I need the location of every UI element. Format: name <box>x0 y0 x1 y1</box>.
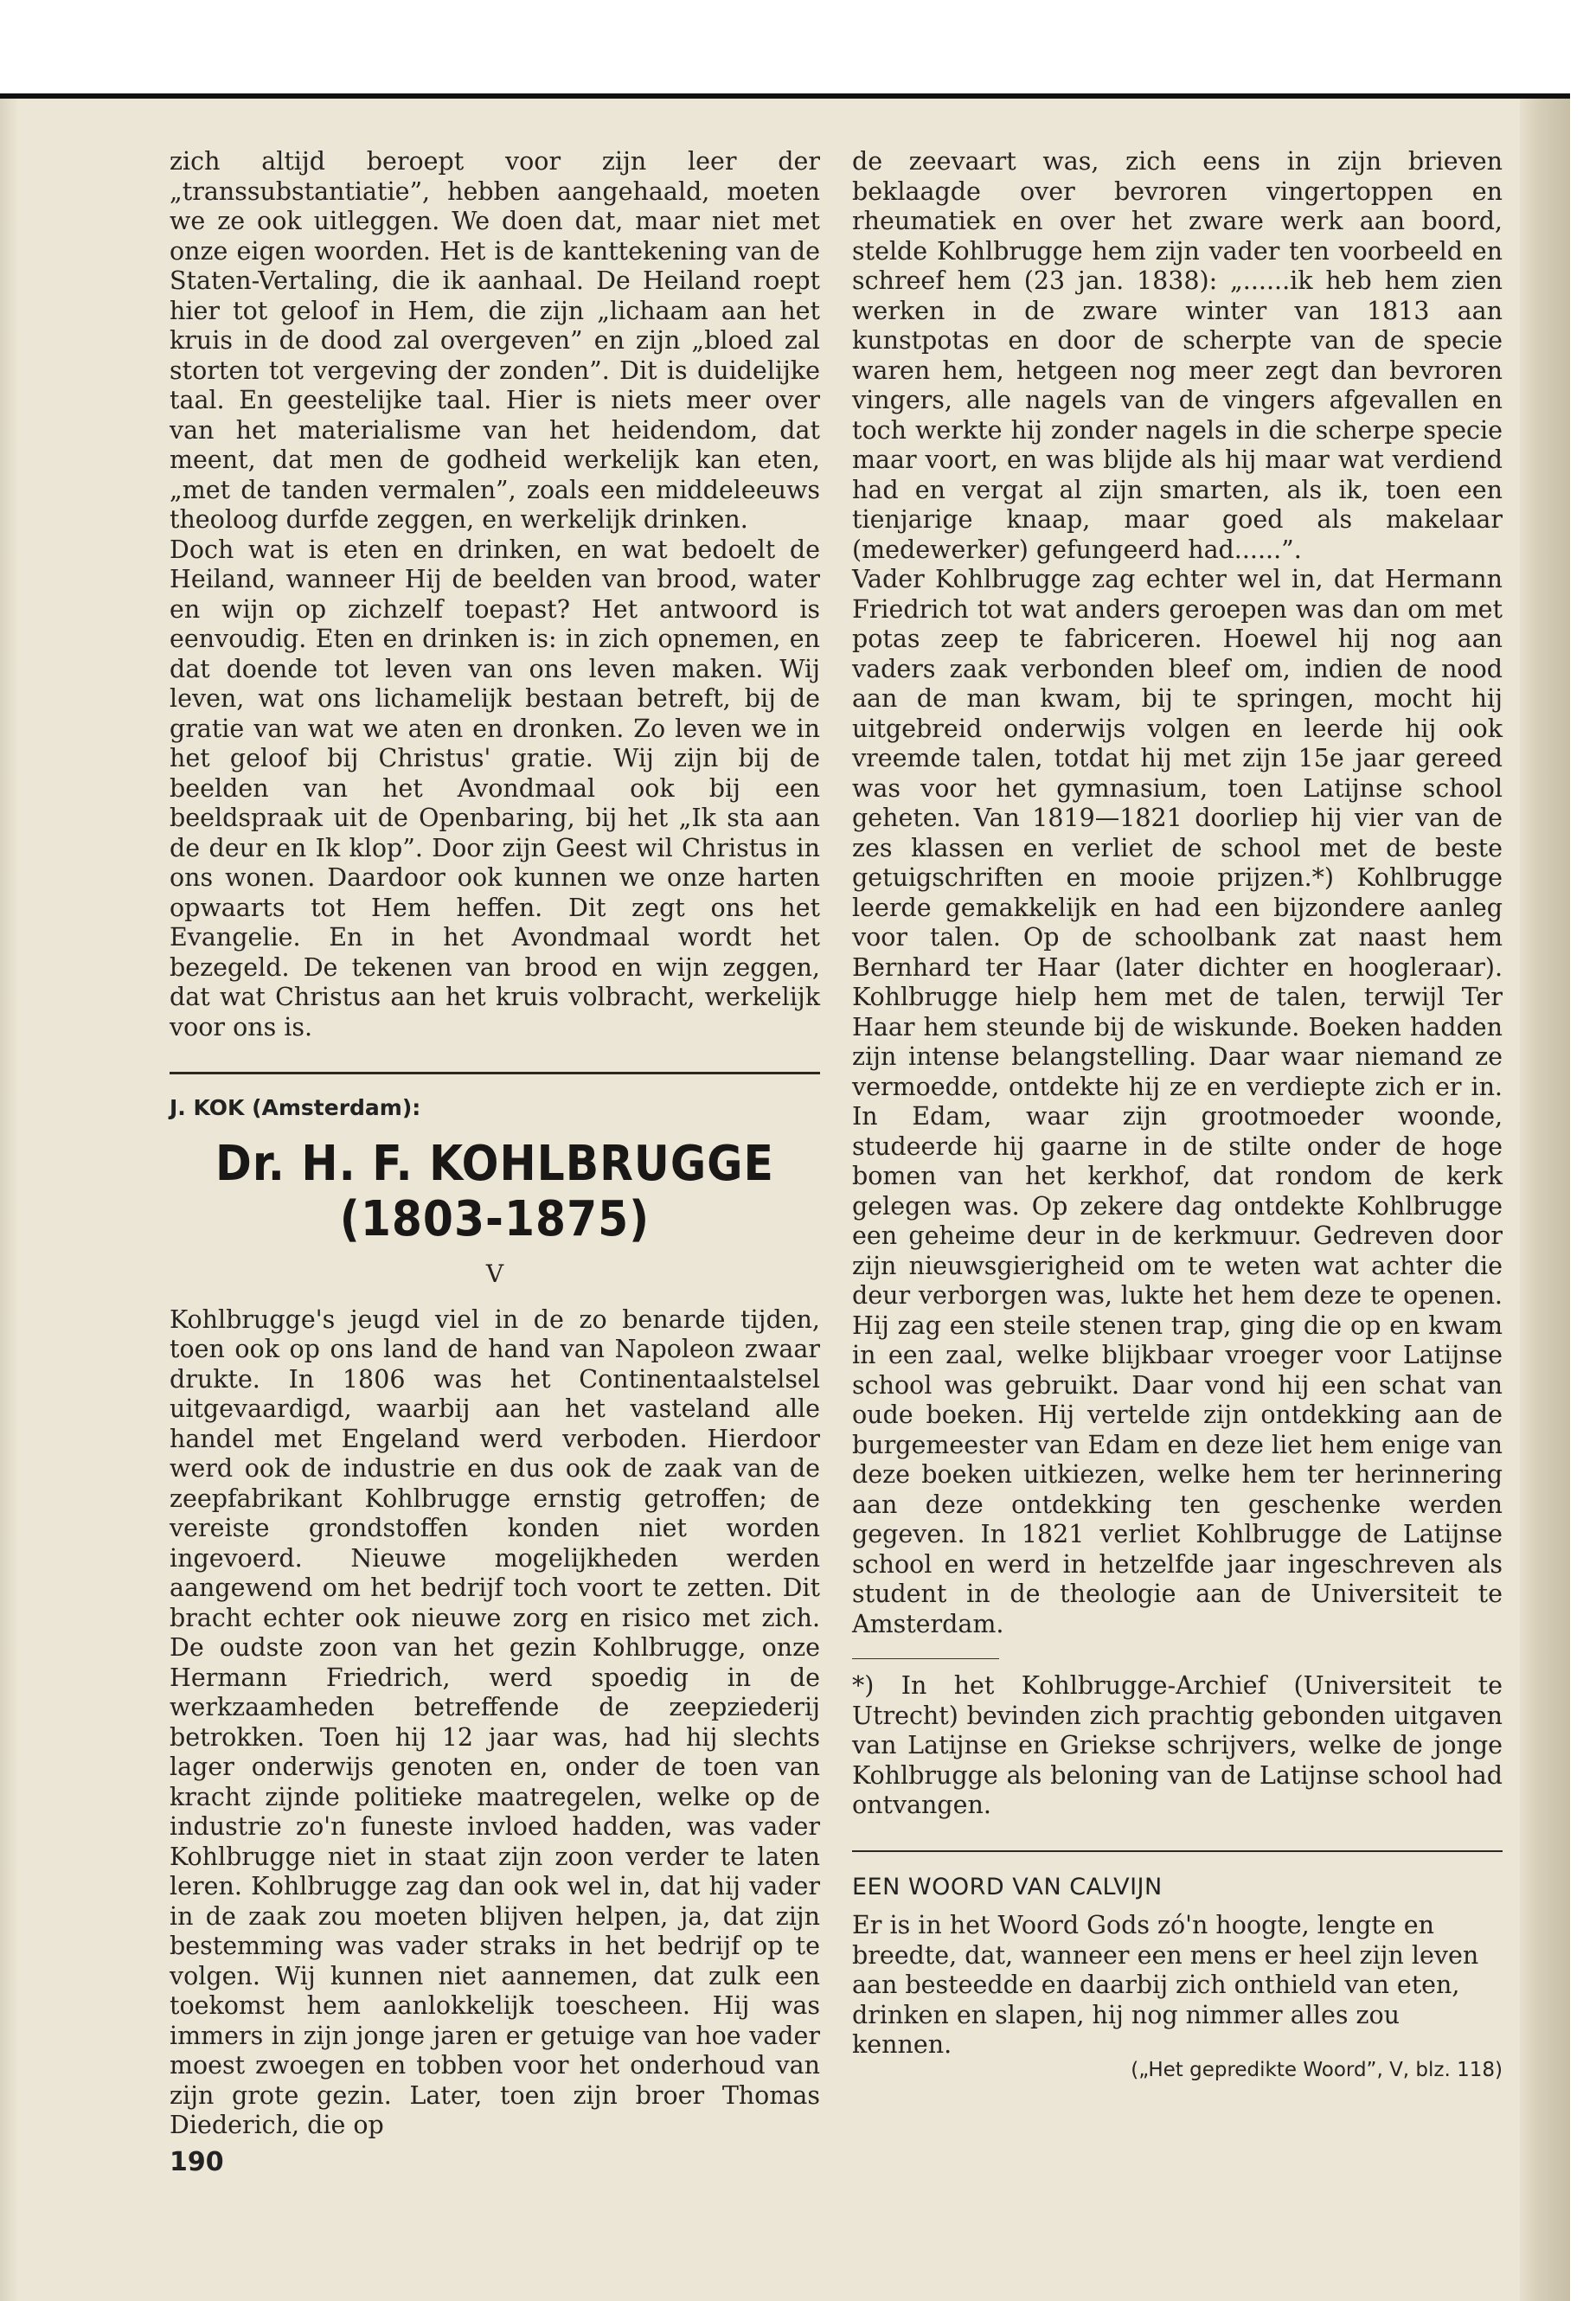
article-part-number: V <box>485 1259 504 1288</box>
section-divider <box>852 1850 1503 1852</box>
paragraph: Vader Kohlbrugge zag echter wel in, dat Hermann Friedrich tot wat anders geroepen was dan om met potas zeep te fabriceren. Hoewel hij nog aan vaders zaak verbonden bleef om, indien de nood aan de man kwam, bij te springen, mocht hij uitgebreid onderwijs volgen en leerde hij ook vreemde talen, totdat hij met zijn 15e jaar gereed was voor het gymnasium, toen Latijnse school geheten. Van 1819—1821 doorliep hij vier van de zes klassen en verliet de school met de beste getuigschriften en mooie prijzen.*) Kohlbrugge leerde gemakkelijk en had een bijzondere aanleg voor talen. Op de schoolbank zat naast hem Bernhard ter Haar (later dichter en hoogleraar). Kohlbrugge hielp hem met de talen, terwijl Ter Haar hem steunde bij de wiskunde. Boeken hadden zijn intense belangstelling. Daar waar niemand ze vermoedde, ontdekte hij ze en verdiepte zich er in. In Edam, waar zijn grootmoeder woonde, studeerde hij gaarne in de stilte onder de hoge bomen van het kerkhof, dat rondom de kerk gelegen was. Op zekere dag ontdekte Kohlbrugge een geheime deur in de kerkmuur. Gedreven door zijn nieuwsgierigheid om te weten wat achter die deur verborgen was, lukte het hem deze te openen. Hij zag een steile stenen trap, ging die op en kwam in een zaal, welke blijkbaar vroeger voor Latijnse school was gebruikt. Daar vond hij een schat van oude boeken. Hij vertelde zijn ontdekking aan de burgemeester van Edam en deze liet hem enige van deze boeken uitkiezen, welke hem ter herinnering aan deze ontdekking ten geschenke werden gegeven. In 1821 verliet Kohlbrugge de Latijnse school en werd in hetzelfde jaar ingeschreven als student in de theologie aan de Universiteit te Amsterdam. <box>852 565 1503 1638</box>
paragraph: de zeevaart was, zich eens in zijn brieven beklaagde over bevroren vingertoppen en rheumatiek en over het zware werk aan boord, stelde Kohlbrugge hem zijn vader ten voorbeeld en schreef hem (23 jan. 1838): „......ik heb hem zien werken in de zware winter van 1813 aan kunstpotas en door de scherpte van de specie waren hem, hetgeen nog meer zegt dan bevroren vingers, alle nagels van de vingers afgevallen en toch werkte hij zonder nagels in die scherpe specie maar voort, en was blijde als hij maar wat verdiend had en vergat al zijn smarten, als ik, toen een tienjarige knaap, maar goed als makelaar (medewerker) gefungeerd had......”. <box>852 147 1503 564</box>
paragraph: zich altijd beroept voor zijn leer der „transsubstantiatie”, hebben aangehaald, moeten we ze ook uitleggen. We doen dat, maar niet met onze eigen woorden. Het is de kanttekening van de Staten-Vertaling, die ik aanhaal. De Heiland roept hier tot geloof in Hem, die zijn „lichaam aan het kruis in de dood zal overgeven” en zijn „bloed zal storten tot vergeving der zonden”. Dit is duidelijke taal. En geestelijke taal. Hier is niets meer over van het materialisme van het heidendom, dat meent, dat men de godheid werkelijk kan eten, „met de tanden vermalen”, zoals een middeleeuws theoloog durfde zeggen, en werkelijk drinken. <box>170 147 820 534</box>
book-spine <box>1520 99 1570 2301</box>
paragraph: Doch wat is eten en drinken, en wat bedoelt de Heiland, wanneer Hij de beelden van brood, water en wijn op zichzelf toepast? Het antwoord is eenvoudig. Eten en drinken is: in zich opnemen, en dat doende tot leven van ons leven maken. Wij leven, wat ons lichamelijk bestaan betreft, bij de gratie van wat we aten en dronken. Zo leven we in het geloof bij Christus' gratie. Wij zijn bij de beelden van het Avondmaal ook bij een beeldspraak uit de Openbaring, bij het „Ik sta aan de deur en Ik klop”. Door zijn Geest wil Christus in ons wonen. Daardoor ook kunnen we onze harten opwaarts tot Hem heffen. Dit zegt ons het Evangelie. En in het Avondmaal wordt het bezegeld. De tekenen van brood en wijn zeggen, dat wat Christus aan het kruis volbracht, werkelijk voor ons is. <box>170 535 820 1042</box>
footnote-separator <box>852 1658 999 1659</box>
page-number: 190 <box>170 2146 224 2177</box>
section-divider <box>170 1072 820 1074</box>
article-author: J. KOK (Amsterdam): <box>170 1095 421 1120</box>
footnote: *) In het Kohlbrugge-Archief (Universiteit te Utrecht) bevinden zich prachtig gebonden uitgaven van Latijnse en Griekse schrijvers, welke de jonge Kohlbrugge als beloning van de Latijnse school had ontvangen. <box>852 1671 1503 1819</box>
article-title: Dr. H. F. KOHLBRUGGE (1803-1875) <box>215 1136 774 1247</box>
scanned-page <box>0 93 1570 2301</box>
calvin-quote-text: Er is in het Woord Gods zó'n hoogte, lengte en breedte, dat, wanneer een mens er heel zijn leven aan besteedde en daarbij zich onthield van eten, drinken en slapen, hij nog nimmer alles zou kennen. <box>852 1911 1479 2059</box>
calvin-quote-source: („Het gepredikte Woord”, V, blz. 118) <box>1131 2058 1503 2081</box>
right-column <box>852 147 1503 2085</box>
calvin-quote-heading: EEN WOORD VAN CALVIJN <box>852 1873 1163 1900</box>
paragraph: Kohlbrugge's jeugd viel in de zo benarde tijden, toen ook op ons land de hand van Napoleon zwaar drukte. In 1806 was het Continentaalstelsel uitgevaardigd, waarbij aan het vasteland alle handel met Engeland werd verboden. Hierdoor werd ook de industrie en dus ook de zaak van de zeepfabrikant Kohlbrugge ernstig getroffen; de vereiste grondstoffen konden niet worden ingevoerd. Nieuwe mogelijkheden werden aangewend om het bedrijf toch voort te zetten. Dit bracht echter ook nieuwe zorg en risico met zich. De oudste zoon van het gezin Kohlbrugge, onze Hermann Friedrich, werd spoedig in de werkzaamheden betreffende de zeepziederij betrokken. Toen hij 12 jaar was, had hij slechts lager onderwijs genoten en, onder de toen van kracht zijnde politieke maatregelen, welke op de industrie zo'n funeste invloed hadden, was vader Kohlbrugge niet in staat zijn zoon verder te laten leren. Kohlbrugge zag dan ook wel in, dat hij vader in de zaak zou moeten blijven helpen, ja, dat zijn bestemming was vader straks in het bedrijf op te volgen. Wij kunnen niet aannemen, dat zulk een toekomst hem aanlokkelijk toescheen. Hij was immers in zijn jonge jaren er getuige van hoe vader moest zwoegen en tobben voor het onderhoud van zijn grote gezin. Later, toen zijn broer Thomas Diederich, die op <box>170 1304 820 2139</box>
left-column <box>170 147 820 2177</box>
page-left-edge <box>0 99 19 2301</box>
